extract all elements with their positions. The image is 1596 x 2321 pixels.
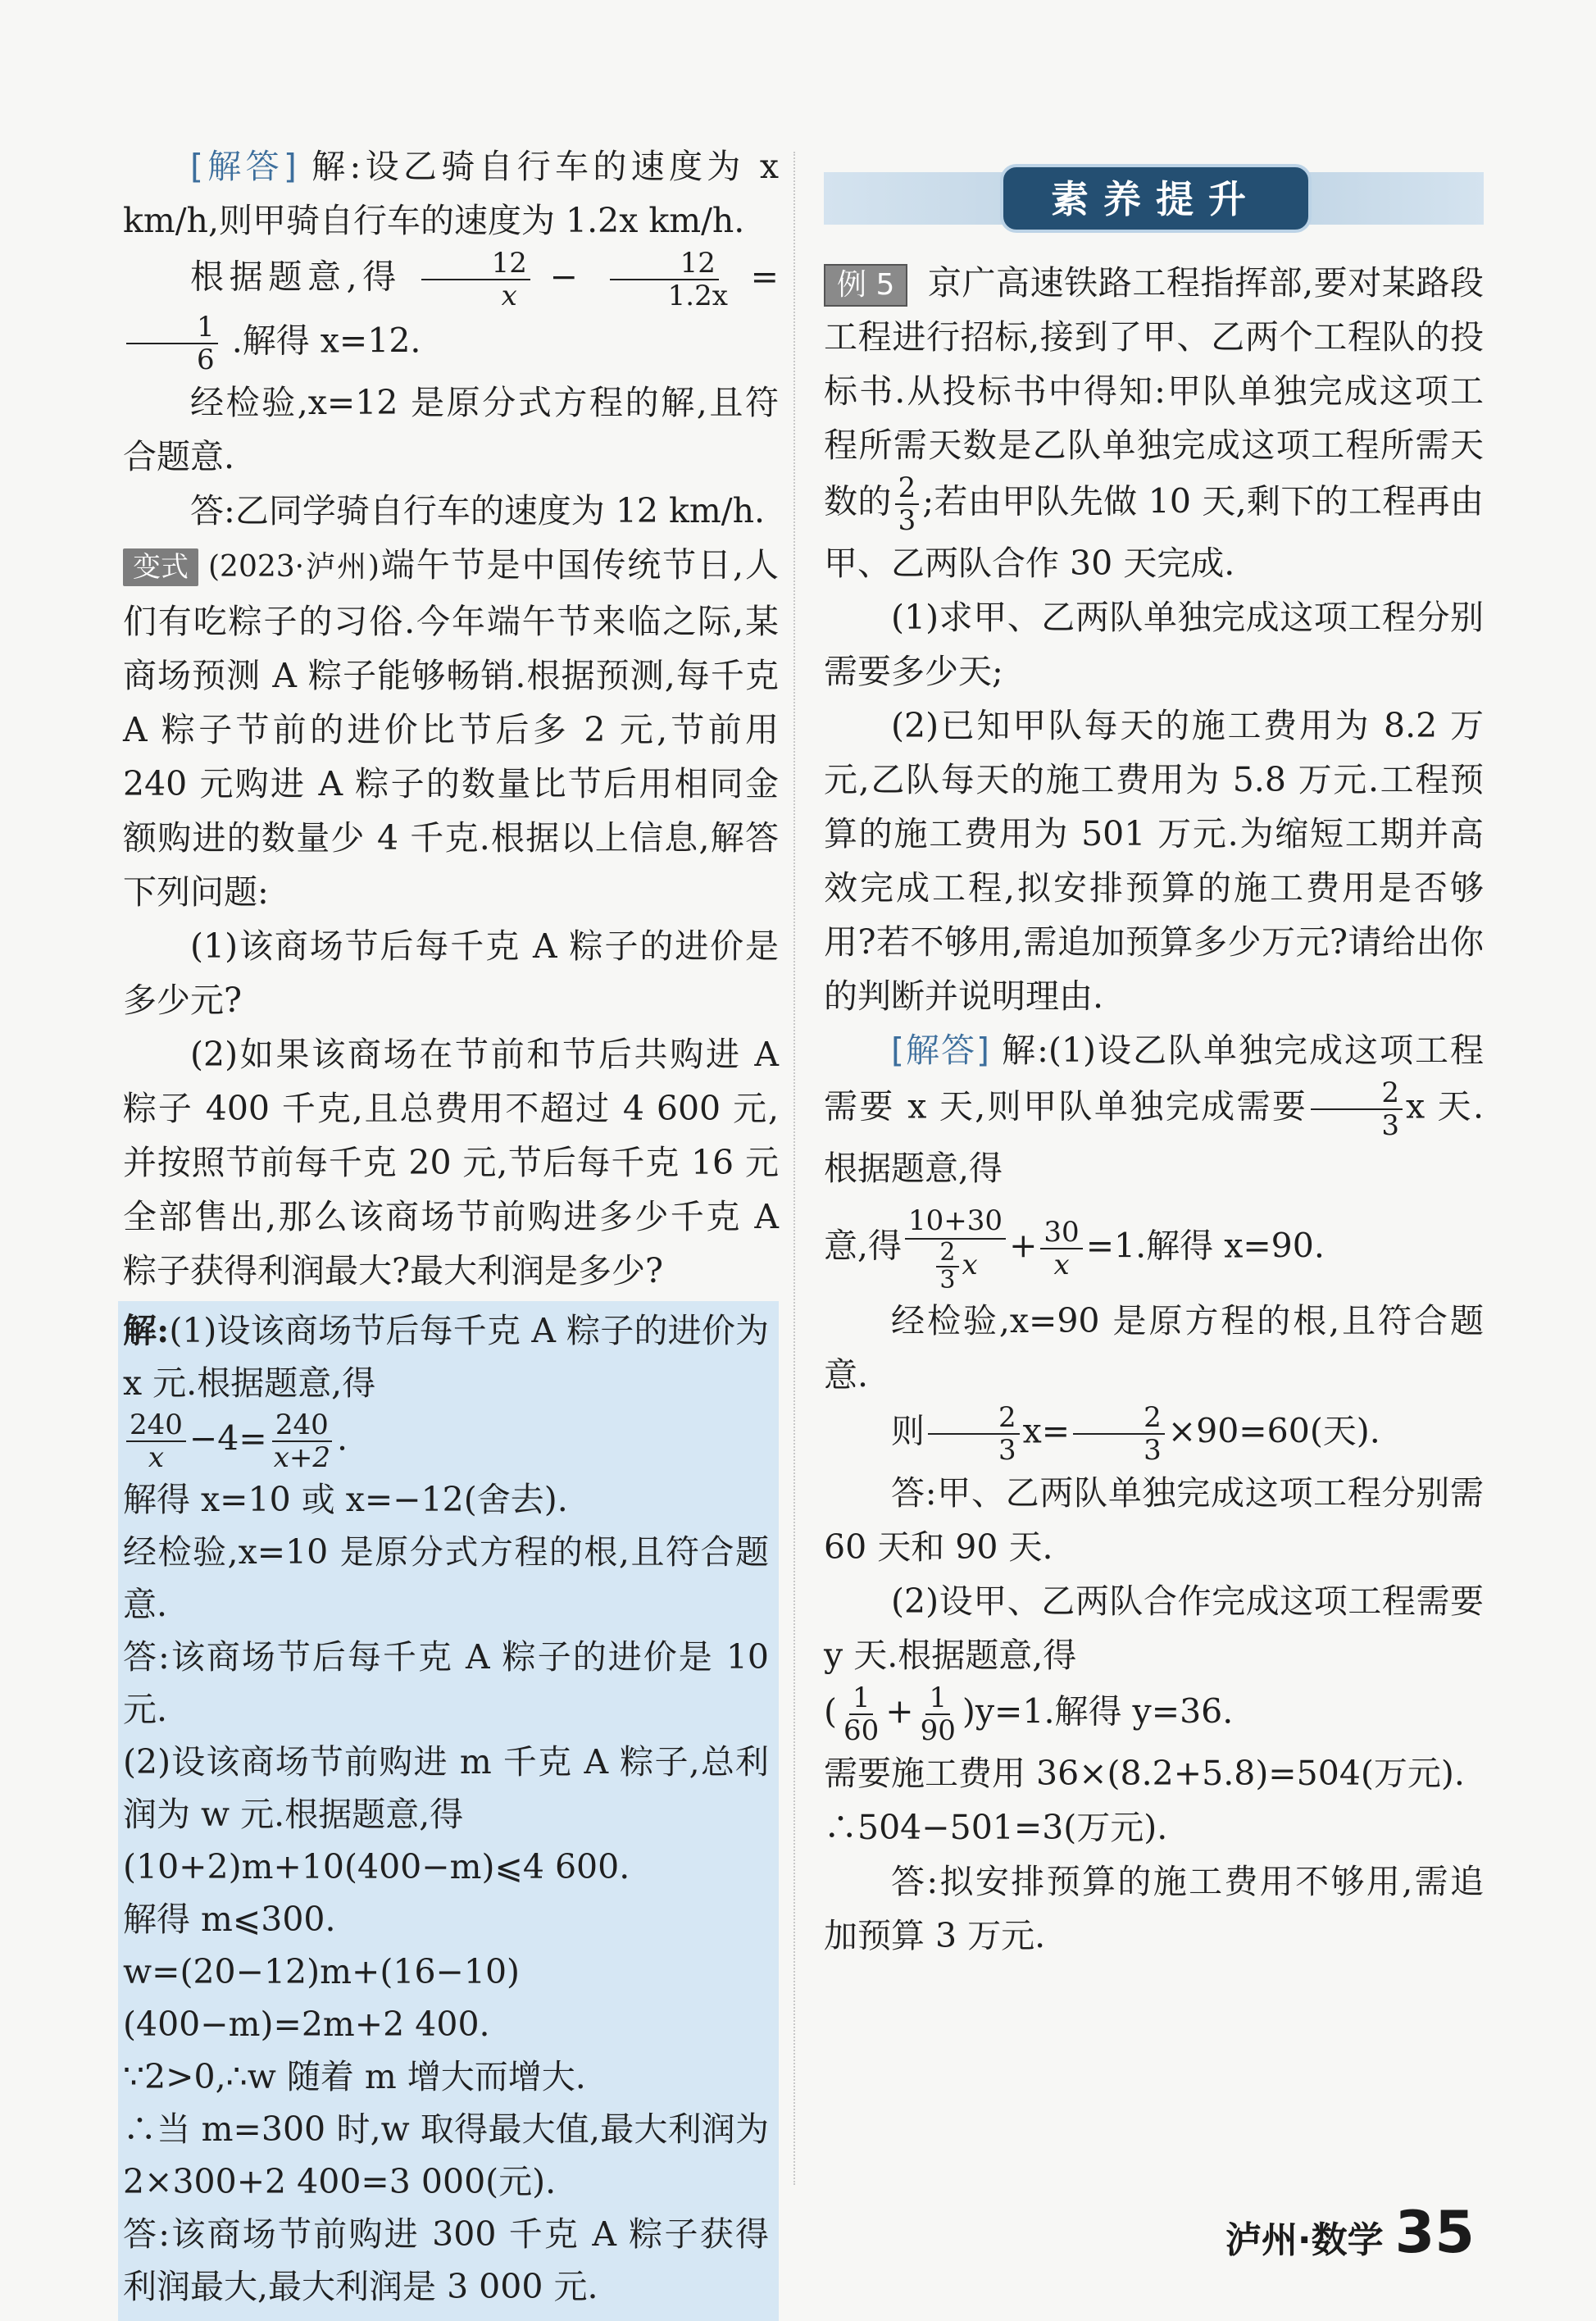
answer-line: 答:甲、乙两队单独完成这项工程分别需 60 天和 90 天. xyxy=(824,1473,1484,1567)
fraction: $\frac{2}{3}$ xyxy=(895,472,920,536)
solution-line: (2)设该商场节前购进 m 千克 A 粽子,总利润为 w 元.根据题意,得 xyxy=(123,1742,769,1834)
question-2: (2)已知甲队每天的施工费用为 8.2 万元,乙队每天的施工费用为 5.8 万元.工程预算的施工费用为 501 万元.为缩短工期并高效完成工程,拟安排预算的施工费用是否够用?若不够用,需追加预算多少万元?请给出你的判断并说明理由. xyxy=(824,706,1484,1016)
answer-line: ∴504−501=3(万元). xyxy=(824,1808,1168,1847)
solution-line: 经检验,x=10 是原分式方程的根,且符合题意. xyxy=(123,1532,769,1624)
solution-line: 答:该商场节前购进 300 千克 A 粽子获得利润最大,最大利润是 3 000 元. xyxy=(123,2214,769,2306)
equation-line: 根据题意,得 $\frac{12}{x}$ − $\frac{12}{1.2x}$ = $\frac{1}{6}$ .解得 x=12. xyxy=(123,248,779,375)
question-1: (1)求甲、乙两队单独完成这项工程分别需要多少天; xyxy=(824,598,1484,691)
answer-equation: 意,得 10+30 $\frac{2}{3}$ x + $\frac{30}{x}$ =1.解得 x=90. xyxy=(824,1204,1325,1295)
example-problem: 例 5 京广高速铁路工程指挥部,要对某路段工程进行招标,接到了甲、乙两个工程队的投标书.从投标书中得知:甲队单独完成这项工程所需天数是乙队单独完成这项工程所需天数的 $\frac{2}{3}$ ;若由甲队先做 10 天,剩下的工程再由甲、乙两队合作 30 天完成. xyxy=(824,263,1484,583)
variant-source: (2023·泸州) xyxy=(208,550,380,584)
left-column xyxy=(123,139,779,2321)
fraction: $\frac{240}{x}$ xyxy=(126,1409,186,1473)
fraction: $\frac{1}{90}$ xyxy=(920,1682,956,1747)
fraction: $\frac{2}{3}$ xyxy=(928,1402,1020,1466)
fraction: $\frac{240}{x+2}$ xyxy=(273,1409,330,1474)
fraction: $\frac{2}{3}$ xyxy=(1311,1077,1403,1141)
answer-line: 答:乙同学骑自行车的速度为 12 km/h. xyxy=(190,491,766,530)
solution-box xyxy=(118,1301,779,2321)
page-number: 35 xyxy=(1394,2199,1475,2266)
fraction: $\frac{12}{1.2x}$ xyxy=(598,248,731,312)
answer-intro: [解答] 解:设乙骑自行车的速度为 x km/h,则甲骑自行车的速度为 1.2x km/h. xyxy=(123,147,779,240)
answer-line: 则 $\frac{2}{3}$ x= $\frac{2}{3}$ ×90=60(天). xyxy=(891,1401,1380,1467)
solution-line: w=(20−12)m+(16−10)(400−m)=2m+2 400. xyxy=(123,1952,521,2044)
solution-part-1: 解:(1)设该商场节后每千克 A 粽子的进价为 x 元.根据题意,得 xyxy=(123,1311,769,1403)
solution-equation: $\frac{240}{x}$ −4= $\frac{240}{x+2}$ . xyxy=(123,1409,769,1473)
column-divider xyxy=(793,152,795,2185)
footer-text: 泸州·数学 xyxy=(1225,2219,1384,2261)
check-line: 经检验,x=12 是原分式方程的解,且符合题意. xyxy=(123,383,779,476)
fraction: $\frac{12}{x}$ xyxy=(421,248,530,312)
solution-line: ∴当 m=300 时,w 取得最大值,最大利润为 2×300+2 400=3 000(元). xyxy=(123,2109,769,2201)
answer-tag: [解答] xyxy=(891,1031,990,1070)
banner-title: 素养提升 xyxy=(1000,164,1312,233)
section-banner xyxy=(824,164,1484,234)
fraction: $\frac{30}{x}$ xyxy=(1040,1217,1082,1281)
question-2: (2)如果该商场在节前和节后共购进 A 粽子 400 千克,且总费用不超过 4 600 元,并按照节前每千克 20 元,节后每千克 16 元全部售出,那么该商场节前购进多少千克 A 粽子获得利润最大?最大利润是多少? xyxy=(123,1035,779,1290)
complex-fraction: 10+30 $\frac{2}{3}$ x xyxy=(905,1204,1006,1294)
page-footer xyxy=(1225,2199,1475,2266)
answer-part-1: [解答] 解:(1)设乙队单独完成这项工程需要 x 天,则甲队单独完成需要 $\frac{2}{3}$ x 天.根据题意,得 xyxy=(824,1031,1484,1188)
answer-equation: ( $\frac{1}{60}$ + $\frac{1}{90}$ )y=1.解得 y=36. xyxy=(824,1682,1234,1747)
answer-line: 答:拟安排预算的施工费用不够用,需追加预算 3 万元. xyxy=(824,1862,1484,1955)
fraction: $\frac{1}{60}$ xyxy=(843,1682,880,1747)
solution-line: ∵2>0,∴w 随着 m 增大而增大. xyxy=(123,2057,586,2096)
answer-line: 经检验,x=90 是原方程的根,且符合题意. xyxy=(824,1301,1484,1395)
answer-line: 需要施工费用 36×(8.2+5.8)=504(万元). xyxy=(824,1754,1465,1793)
fraction: $\frac{2}{3}$ xyxy=(936,1240,958,1294)
variant-badge: 变式 xyxy=(123,548,198,586)
question-1: (1)该商场节后每千克 A 粽子的进价是多少元? xyxy=(123,926,779,1020)
variant-text: 端午节是中国传统节日,人们有吃粽子的习俗.今年端午节来临之际,某商场预测 A 粽子能够畅销.根据预测,每千克 A 粽子节前的进价比节后多 2 元,节前用 240 元购进 A 粽子的数量比节后用相同金额购进的数量少 4 千克.根据以上信息,解答下列问题: xyxy=(123,545,779,912)
solution-line: (10+2)m+10(400−m)⩽4 600. xyxy=(123,1847,630,1886)
answer-line: (2)设甲、乙两队合作完成这项工程需要 y 天.根据题意,得 xyxy=(824,1581,1484,1675)
fraction: $\frac{2}{3}$ xyxy=(1073,1402,1165,1466)
fraction: $\frac{1}{6}$ xyxy=(126,312,218,375)
solution-line: 解得 x=10 或 x=−12(舍去). xyxy=(123,1480,568,1519)
answer-tag: [解答] xyxy=(190,147,297,186)
solution-line: 答:该商场节后每千克 A 粽子的进价是 10 元. xyxy=(123,1637,769,1729)
right-column xyxy=(824,148,1484,1963)
solution-line: 解得 m⩽300. xyxy=(123,1900,336,1939)
variant-problem xyxy=(123,538,779,919)
example-badge: 例 5 xyxy=(824,264,907,307)
